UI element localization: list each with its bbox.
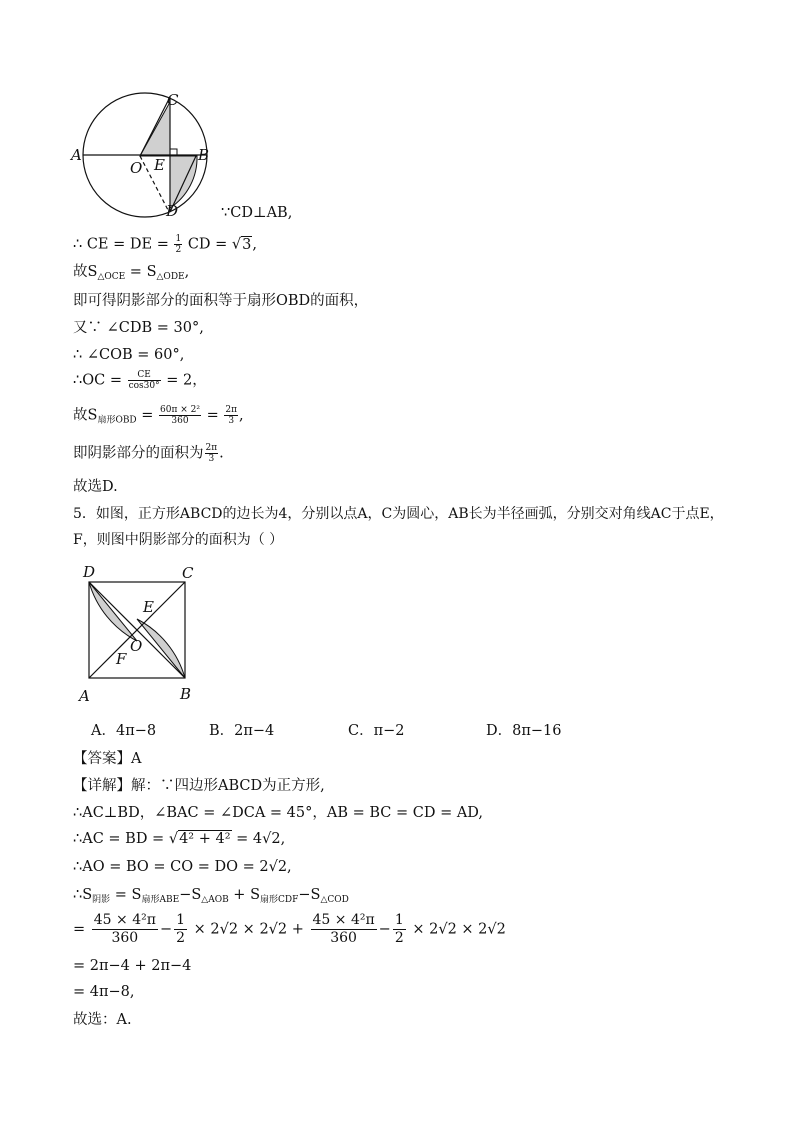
square-figure [75,560,205,708]
sqrt-sign: √ [168,831,179,847]
sector-sub: 扇形OBD [97,415,137,426]
l6-eq: = [73,921,86,938]
ce-de-prefix: ∴ CE = DE = [73,236,169,253]
label-e: E [154,156,165,174]
sector-prefix: 故S [73,407,98,424]
l3-suffix: = 4√2, [236,831,286,847]
fraction-den: 3 [208,454,215,464]
shadow-area-end: . [219,445,224,462]
fraction-den: cos30° [128,381,160,391]
fraction-num: 1 [176,912,186,928]
option-a-value: 4π−8 [115,723,157,739]
oc-prefix: ∴OC = [73,372,122,389]
label-d: D [83,563,96,581]
text-shadow-area [73,443,224,464]
solution-line9: 故选：A. [73,1012,132,1028]
l5-sub2: △AOB [201,895,229,905]
label-b: B [198,146,210,164]
ce-de-suffix: CD = [187,236,228,253]
option-d-value: 8π−16 [512,723,562,739]
text-since-cd-perp: ∵CD⊥AB, [221,205,293,221]
l5-sub4: △COD [320,895,349,905]
label-o: O [130,159,143,177]
label-e: E [143,598,154,616]
l3-prefix: ∴AC = BD = [73,831,165,847]
answer-line [73,750,141,768]
fraction-half2 [393,912,406,947]
l6-term1: × 2√2 × 2√2 + [193,921,304,938]
sqrt-radicand: 3 [242,236,252,253]
detail-label: 【详解】 [73,778,131,794]
label-a: A [79,687,90,705]
option-a [91,722,156,740]
solution-line1 [73,777,325,795]
fraction-sector [159,405,201,426]
fraction-den: 2 [175,245,182,255]
text-sector-area [73,405,244,430]
text-shadow-equals-sector: 即可得阴影部分的面积等于扇形OBD的面积， [73,293,369,309]
fraction-den: 2 [394,930,404,946]
fraction-num: 60π × 2² [160,405,200,415]
shaded-region-left [89,582,137,641]
area-eq-end: , [184,264,190,280]
solution-line3 [73,830,285,848]
fraction-den: 360 [111,930,139,946]
sqrt-radicand: 4² + 4² [179,831,231,847]
oc-suffix: = 2， [166,372,207,389]
shadow-area-prefix: 即阴影部分的面积为 [73,445,204,462]
text-oc [73,370,207,391]
ce-de-end: , [252,236,257,253]
sector-eq: = [136,407,159,424]
answer-value: A [131,751,142,767]
solution-l1: 解：∵四边形ABCD为正方形, [131,778,325,794]
label-c: C [167,91,179,109]
l5-c: −S [179,887,202,903]
l5-e: −S [298,887,321,903]
option-d-key: D． [486,723,513,739]
option-b-value: 2π−4 [234,723,275,739]
fraction-shadow [205,443,219,464]
l5-d: + S [228,887,261,903]
option-c-value: π−2 [373,723,405,739]
label-a: A [71,146,82,164]
label-o: O [130,637,143,655]
label-f: F [116,650,127,668]
text-angle-cdb: 又∵ ∠CDB = 30°, [73,320,204,336]
text-choose-d: 故选D. [73,479,118,495]
fraction-den: 2 [176,930,186,946]
question5-line1: 5．如图，正方形ABCD的边长为4，分别以点A，C为圆心，AB长为半径画弧，分别交对角线AC于点E， [73,506,724,522]
solution-line5 [73,886,349,909]
label-b: B [180,685,192,703]
solution-line7: = 2π−4 + 2π−4 [73,958,192,974]
option-a-key: A． [91,723,116,739]
sector-eq2: = [206,407,219,424]
fraction-num: 45 × 4²π [93,912,156,928]
option-c-key: C． [348,723,374,739]
text-ce-de [73,234,257,255]
fraction-num: 2π [205,443,218,453]
l6-term2: × 2√2 × 2√2 [412,921,506,938]
area-eq-sub1: △OCE [97,272,126,282]
fraction-half1 [174,912,187,947]
question5-line2: F，则图中阴影部分的面积为（ ） [73,532,284,548]
fraction-num: 45 × 4²π [312,912,375,928]
area-eq-prefix: 故S [73,264,98,280]
l5-sub3: 扇形CDF [260,895,299,905]
sector-end: , [239,407,244,424]
area-eq-mid: = S [125,264,157,280]
l5-a: ∴S [73,887,93,903]
option-c [348,722,405,740]
fraction-den: 360 [171,416,189,426]
fraction-sector-cdf [311,912,377,947]
fraction-num: 1 [175,234,182,244]
l6-minus1: − [159,921,173,938]
text-area-equal [73,263,189,286]
solution-line4: ∴AO = BO = CO = DO = 2√2, [73,859,292,875]
text-angle-cob: ∴ ∠COB = 60°, [73,347,185,363]
solution-line8: = 4π−8, [73,984,135,1000]
sqrt-sign: √ [231,236,242,253]
l5-sub-shadow: 阴影 [92,895,111,905]
option-b [209,722,274,740]
label-d: D [166,202,179,220]
fraction-ce-cos [128,370,161,391]
fraction-den: 3 [228,416,235,426]
fraction-half [174,234,182,255]
label-c: C [182,564,194,582]
area-eq-sub2: △ODE [156,272,185,282]
solution-line2: ∴AC⊥BD，∠BAC = ∠DCA = 45°，AB = BC = CD = AD, [73,805,484,821]
l5-sub1: 扇形ABE [141,895,180,905]
l6-minus2: − [378,921,391,938]
answer-label: 【答案】 [73,751,131,767]
solution-line6 [73,912,506,947]
fraction-num: CE [128,370,161,381]
shaded-region-right [137,619,185,678]
option-b-key: B． [209,723,235,739]
circle-figure [60,88,230,223]
l5-b: = S [110,887,142,903]
fraction-num: 2π [225,405,238,415]
fraction-result [224,405,238,426]
fraction-num: 1 [394,912,404,928]
fraction-sector-abe [92,912,158,947]
option-d [486,722,562,740]
fraction-den: 360 [330,930,357,946]
